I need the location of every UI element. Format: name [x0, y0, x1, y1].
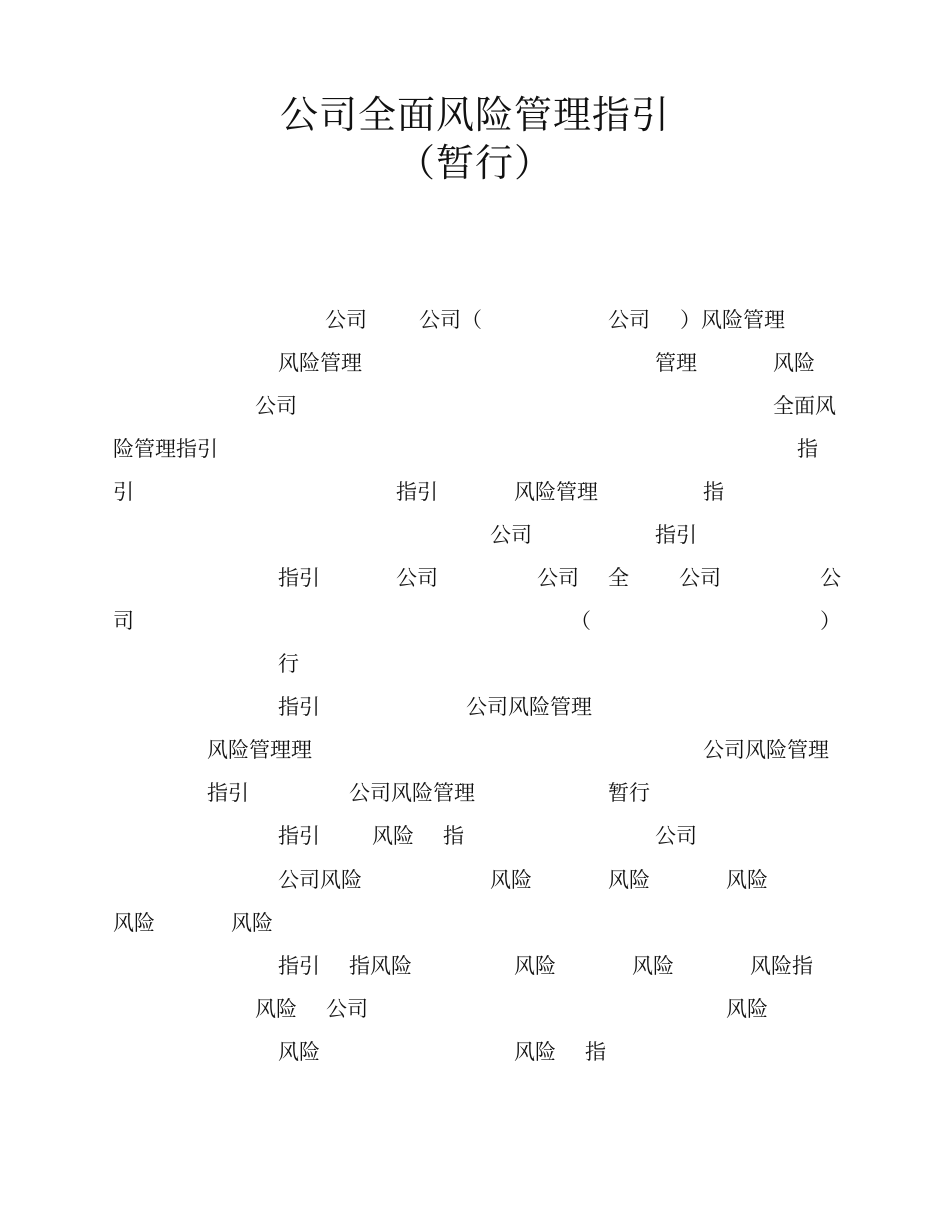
text-fragment: 指引 [278, 695, 320, 719]
text-fragment: 风险 [278, 1040, 320, 1064]
text-fragment: 公司 [326, 997, 368, 1021]
text-fragment: 风险 [372, 824, 414, 848]
text-fragment: 指 [585, 1040, 606, 1064]
text-fragment: 风险 [726, 868, 768, 892]
text-fragment: 指 [443, 824, 464, 848]
text-fragment: 公司 [255, 394, 297, 418]
text-fragment: 公司 [490, 523, 532, 547]
text-fragment: 暂行 [608, 781, 650, 805]
text-fragment: 风险 [773, 351, 815, 375]
document-subtitle: （暂行） [396, 141, 553, 185]
text-fragment: 指 [703, 480, 724, 504]
text-fragment: 风险管理 [278, 351, 362, 375]
text-fragment: 指引 [278, 824, 320, 848]
text-fragment: 公司 [679, 566, 721, 590]
text-fragment: 公司风险管理 [349, 781, 475, 805]
text-fragment: 指引 [278, 566, 320, 590]
text-fragment: 风险 [490, 868, 532, 892]
text-fragment: 公司风险 [278, 868, 362, 892]
text-fragment: 风险管理理 [207, 738, 312, 762]
text-fragment: 风险 [514, 954, 556, 978]
text-fragment: 风险 [514, 1040, 556, 1064]
text-fragment: 公司（ [419, 308, 482, 332]
text-fragment: 公司 [396, 566, 438, 590]
text-fragment: 风险指 [750, 954, 813, 978]
text-fragment: 全 [608, 566, 629, 590]
text-fragment: 指引 [207, 781, 249, 805]
text-fragment: 指引 [278, 954, 320, 978]
text-fragment: 险管理指引 [113, 437, 218, 461]
text-fragment: 公司 [655, 824, 697, 848]
text-fragment: 风险 [608, 868, 650, 892]
text-fragment: 指引 [396, 480, 438, 504]
text-fragment: 公司 [608, 308, 650, 332]
text-fragment: 公司风险管理 [703, 738, 829, 762]
document-title: 公司全面风险管理指引 [279, 93, 670, 137]
text-fragment: （ [570, 609, 591, 633]
text-fragment: 行 [278, 652, 299, 676]
text-fragment: 公 [820, 566, 841, 590]
text-fragment: 公司 [325, 308, 367, 332]
text-fragment: 指风险 [349, 954, 412, 978]
text-fragment: 风险管理 [514, 480, 598, 504]
text-fragment: 风险 [726, 997, 768, 1021]
text-fragment: ）风险管理 [680, 308, 785, 332]
text-fragment: 风险 [113, 911, 155, 935]
text-fragment: 指 [797, 437, 818, 461]
text-fragment: 全面风 [773, 394, 836, 418]
text-fragment: 管理 [655, 351, 697, 375]
text-fragment: 风险 [231, 911, 273, 935]
text-fragment: 司 [113, 609, 134, 633]
text-fragment: 风险 [255, 997, 297, 1021]
text-fragment: 指引 [655, 523, 697, 547]
text-fragment: 风险 [632, 954, 674, 978]
text-fragment: 公司风险管理 [466, 695, 592, 719]
text-fragment: 公司 [537, 566, 579, 590]
text-fragment: ） [820, 609, 841, 633]
text-fragment: 引 [113, 480, 134, 504]
